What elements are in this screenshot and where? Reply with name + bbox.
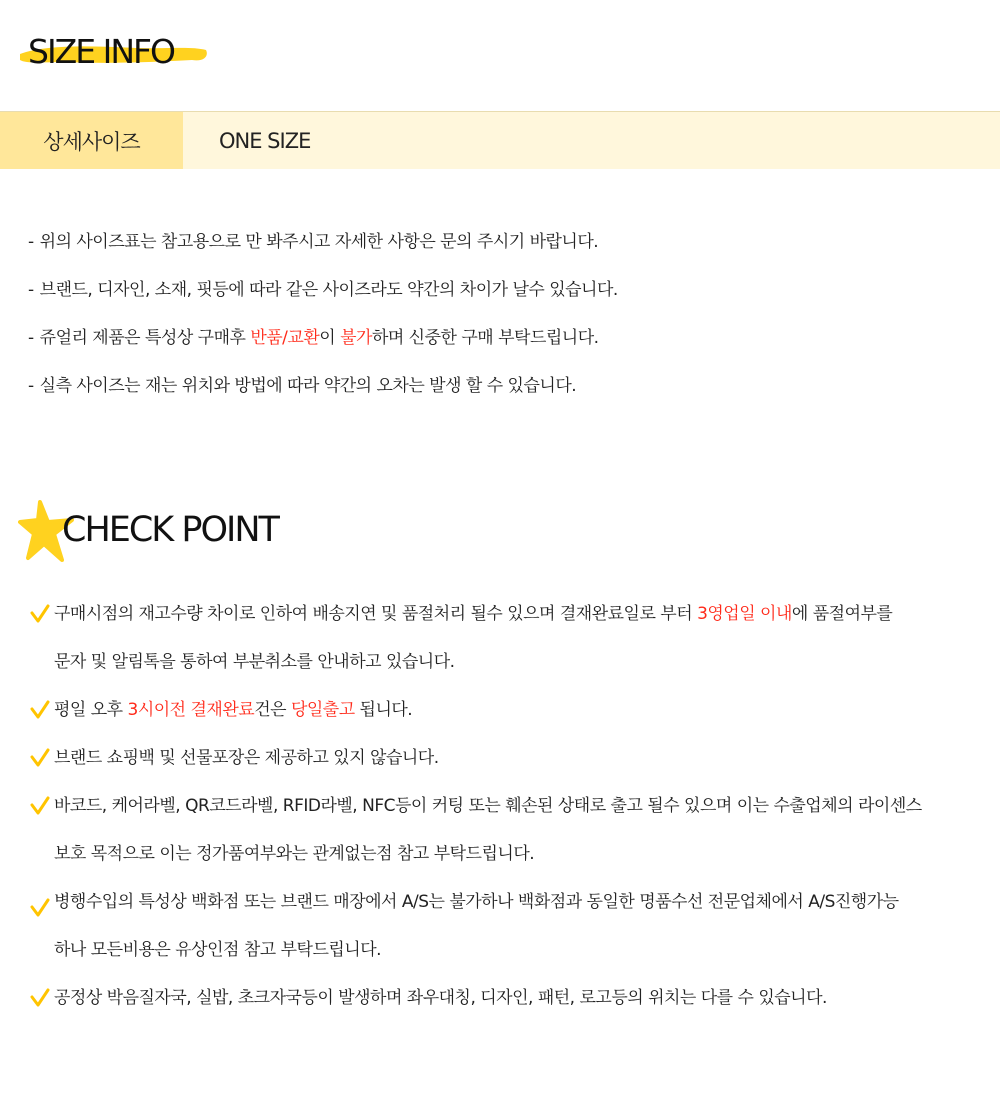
- checkmark-icon: [30, 604, 50, 624]
- check-point-list: [30, 590, 990, 1022]
- size-info-title: SIZE INFO: [28, 32, 175, 71]
- size-note: [28, 228, 968, 276]
- size-note-text: 이: [319, 328, 341, 348]
- size-notes-list: [28, 228, 968, 420]
- size-note-text: 브랜드, 디자인, 소재, 핏등에 따라 같은 사이즈라도 약간의 차이가 날수 있습니다.: [39, 280, 618, 300]
- checkmark-icon: [30, 748, 50, 768]
- dash-bullet: -: [28, 280, 34, 300]
- size-table-value: ONE SIZE: [219, 128, 311, 153]
- size-note-text: 하며 신중한 구매 부탁드립니다.: [371, 328, 599, 348]
- checkmark-icon: [30, 796, 50, 816]
- size-note-text: 위의 사이즈표는 참고용으로 만 봐주시고 자세한 사항은 문의 주시기 바랍니다.: [39, 232, 599, 252]
- check-item-text: 됩니다.: [354, 700, 413, 720]
- check-item-text: 평일 오후: [54, 700, 128, 720]
- checkmark-icon: [30, 988, 50, 1008]
- check-item-text: 에 품절여부를: [791, 604, 893, 624]
- highlight-business-days: 3영업일 이내: [697, 604, 792, 624]
- check-point-header: [18, 498, 338, 578]
- size-note-text: 실측 사이즈는 재는 위치와 방법에 따라 약간의 오차는 발생 할 수 있습니다.: [39, 376, 577, 396]
- size-table: [0, 111, 1000, 169]
- check-item-text: 바코드, 케어라벨, QR코드라벨, RFID라벨, NFC등이 커팅 또는 훼손된 상태로 출고 될수 있으며 이는 수출업체의 라이센스: [54, 796, 922, 816]
- check-item-continuation: 보호 목적으로 이는 정가품여부와는 관계없는점 참고 부탁드립니다.: [54, 844, 535, 864]
- dash-bullet: -: [28, 232, 34, 252]
- check-item-continuation: 하나 모든비용은 유상인점 참고 부탁드립니다.: [54, 940, 382, 960]
- check-item-continuation: 문자 및 알림톡을 통하여 부분취소를 안내하고 있습니다.: [54, 652, 455, 672]
- check-item: [30, 734, 990, 782]
- check-item: [30, 782, 990, 878]
- check-item-text: 건은: [254, 700, 291, 720]
- highlight-return-exchange: 반품/교환: [250, 328, 320, 348]
- size-note: [28, 276, 968, 324]
- size-note: [28, 324, 968, 372]
- check-point-title: CHECK POINT: [62, 510, 278, 550]
- size-note: [28, 372, 968, 420]
- check-item: [30, 974, 990, 1022]
- check-item-text: 병행수입의 특성상 백화점 또는 브랜드 매장에서 A/S는 불가하나 백화점과 동일한 명품수선 전문업체에서 A/S진행가능: [54, 892, 899, 912]
- check-item: [30, 878, 990, 974]
- check-item: [30, 590, 990, 686]
- check-item: [30, 686, 990, 734]
- check-item-text: 브랜드 쇼핑백 및 선물포장은 제공하고 있지 않습니다.: [54, 748, 439, 768]
- size-note-text: 쥬얼리 제품은 특성상 구매후: [39, 328, 251, 348]
- check-item-text: 공정상 박음질자국, 실밥, 초크자국등이 발생하며 좌우대칭, 디자인, 패턴, 로고등의 위치는 다를 수 있습니다.: [54, 988, 827, 1008]
- highlight-same-day-shipping: 당일출고: [290, 700, 355, 720]
- highlight-payment-cutoff: 3시이전 결재완료: [127, 700, 255, 720]
- highlight-not-allowed: 불가: [340, 328, 372, 348]
- checkmark-icon: [30, 700, 50, 720]
- checkmark-icon: [30, 898, 50, 918]
- check-item-text: 구매시점의 재고수량 차이로 인하여 배송지연 및 품절처리 될수 있으며 결재완료일로 부터: [54, 604, 698, 624]
- size-table-label: 상세사이즈: [0, 112, 183, 169]
- dash-bullet: -: [28, 328, 34, 348]
- size-info-header: [16, 30, 216, 74]
- dash-bullet: -: [28, 376, 34, 396]
